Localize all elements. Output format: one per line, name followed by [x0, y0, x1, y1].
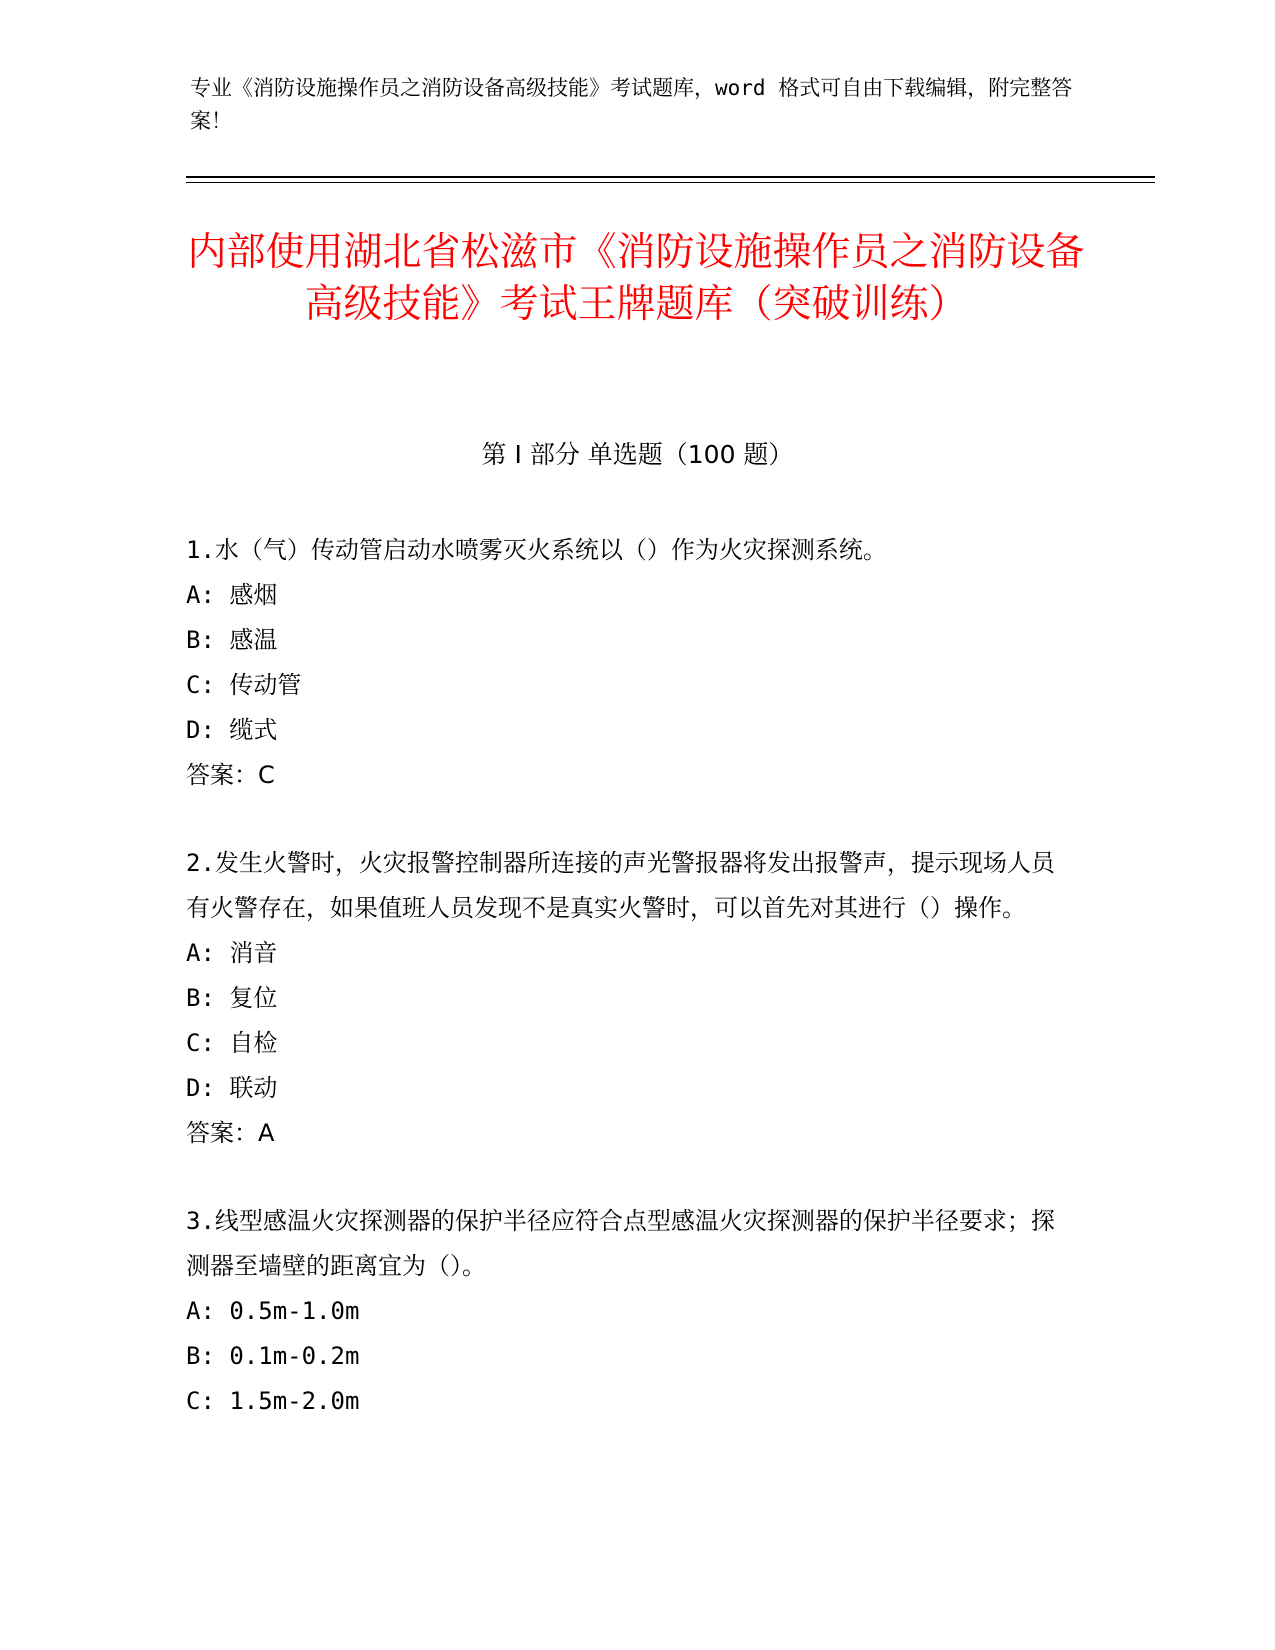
option-a: A: 0.5m-1.0m — [186, 1297, 360, 1325]
question-list — [186, 528, 1066, 1467]
header-rule-thick — [186, 176, 1155, 178]
option-b: B: 复位 — [186, 984, 278, 1012]
question-3 — [186, 1199, 1066, 1424]
question-stem: 1.水（气）传动管启动水喷雾灭火系统以（）作为火灾探测系统。 — [186, 536, 887, 564]
question-stem: 3.线型感温火灾探测器的保护半径应符合点型感温火灾探测器的保护半径要求；探测器至墙壁的距离宜为（）。 — [186, 1207, 1055, 1280]
section-title: 第 I 部分 单选题（100 题） — [481, 440, 794, 469]
option-c: C: 自检 — [186, 1029, 278, 1057]
option-d: D: 缆式 — [186, 716, 278, 744]
header-rule-thin — [186, 182, 1155, 183]
option-b: B: 感温 — [186, 626, 278, 654]
question-stem: 2.发生火警时，火灾报警控制器所连接的声光警报器将发出报警声，提示现场人员有火警存在，如果值班人员发现不是真实火警时，可以首先对其进行（）操作。 — [186, 849, 1055, 922]
option-d: D: 联动 — [186, 1074, 278, 1102]
option-c: C: 1.5m-2.0m — [186, 1387, 360, 1415]
option-c: C: 传动管 — [186, 671, 302, 699]
document-title: 内部使用湖北省松滋市《消防设施操作员之消防设备高级技能》考试王牌题库（突破训练） — [187, 230, 1085, 327]
option-a: A: 感烟 — [186, 581, 278, 609]
answer: 答案：A — [186, 1119, 275, 1147]
option-b: B: 0.1m-0.2m — [186, 1342, 360, 1370]
header-note: 专业《消防设施操作员之消防设备高级技能》考试题库，word 格式可自由下载编辑，附完整答案！ — [190, 76, 1073, 133]
answer: 答案：C — [186, 761, 275, 789]
option-a: A: 消音 — [186, 939, 278, 967]
question-1 — [186, 528, 1066, 798]
question-2 — [186, 841, 1066, 1156]
